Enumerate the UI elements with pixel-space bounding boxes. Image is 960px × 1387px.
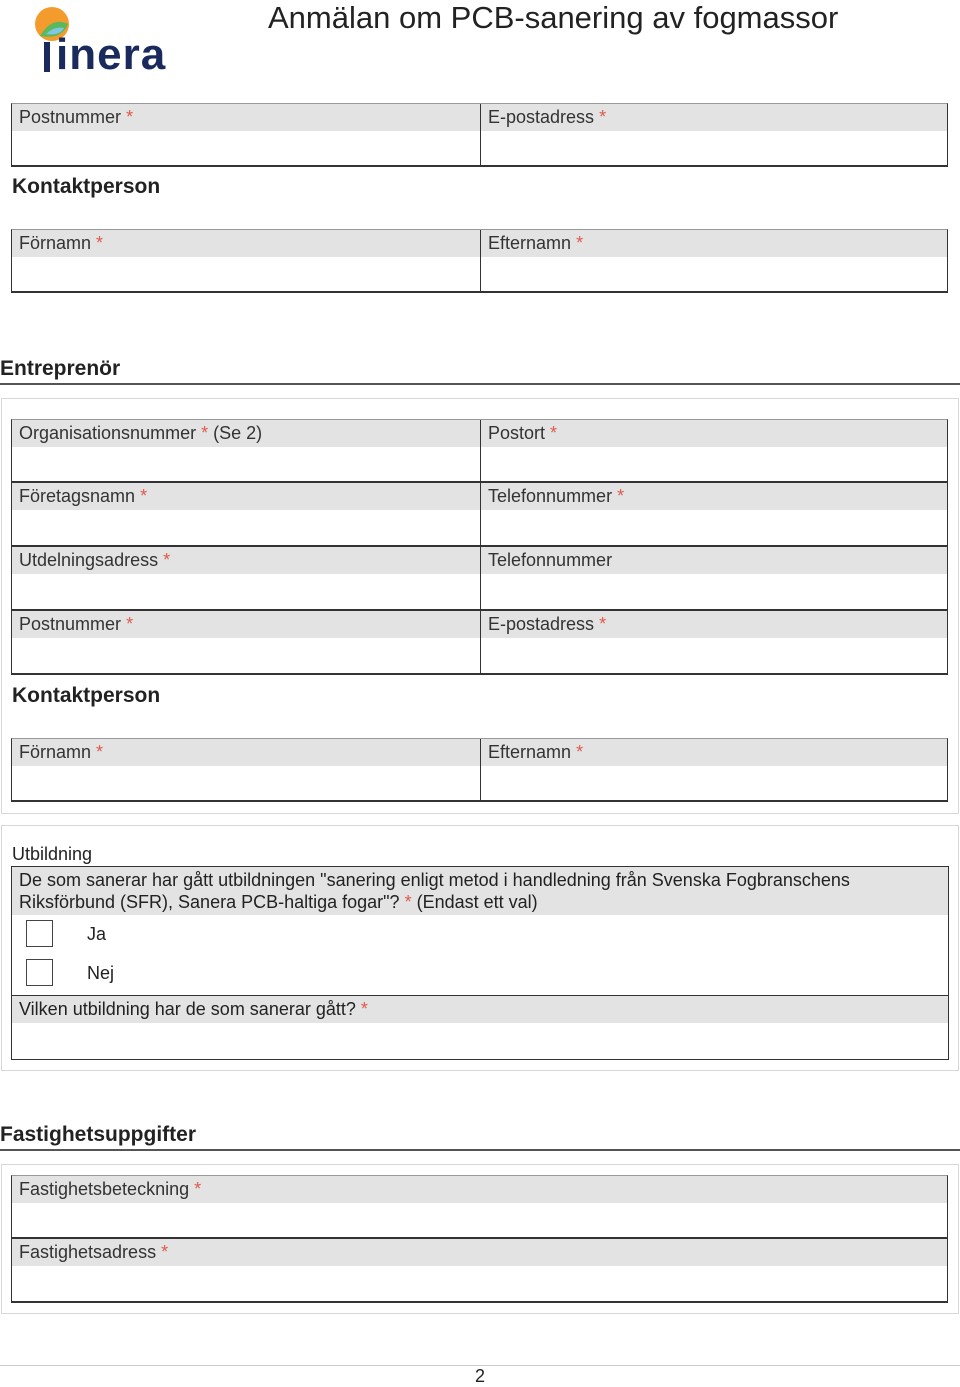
fastighetsadress-row: Fastighetsadress * (11, 1239, 948, 1303)
first-name-input-2[interactable] (12, 766, 480, 800)
fastighetsadress-input[interactable] (12, 1266, 947, 1301)
postort-input[interactable] (481, 447, 947, 481)
document-title: Anmälan om PCB-sanering av fogmassor (268, 0, 839, 35)
address-input[interactable] (12, 574, 480, 609)
training-type-label: Vilken utbildning har de som sanerar gått? * (12, 996, 948, 1023)
fastighetsbeteckning-row: Fastighetsbeteckning * (11, 1175, 948, 1239)
company-name-input[interactable] (12, 510, 480, 545)
phone-input[interactable] (481, 510, 947, 545)
field-label: Förnamn * (12, 230, 480, 257)
training-question: De som sanerar har gått utbildningen "sanering enligt metod i handledning från Svenska Fogbranschens Riksförbund (SFR), Sanera PCB-haltiga fogar"? * (Endast ett val) (12, 867, 948, 915)
logo-text: inera (56, 30, 167, 79)
checkbox-nej[interactable] (26, 959, 53, 986)
inera-logo (32, 4, 167, 79)
email-input-2[interactable] (481, 638, 947, 673)
contact-name-row (11, 229, 948, 293)
fastighetsbeteckning-input[interactable] (12, 1203, 947, 1237)
first-name-input[interactable] (12, 257, 480, 291)
postal-email-row-2: Postnummer * E-postadress * (11, 611, 948, 675)
training-type-box (11, 995, 949, 1060)
last-name-input-2[interactable] (481, 766, 947, 800)
postnummer-input-2[interactable] (12, 638, 480, 673)
contact-heading: Kontaktperson (12, 175, 161, 198)
section-heading-entreprenor: Entreprenör (0, 357, 960, 385)
checkbox-ja[interactable] (26, 920, 53, 947)
option-nej-label: Nej (87, 963, 115, 983)
orgnr-input[interactable] (12, 447, 480, 481)
page-number: 2 (474, 1366, 485, 1386)
orgnr-postort-row: Organisationsnummer * (Se 2) Postort * (11, 419, 948, 483)
email-input[interactable] (481, 131, 947, 165)
utbildning-heading: Utbildning (12, 844, 93, 864)
field-label: E-postadress * (481, 104, 947, 131)
field-label: Efternamn * (481, 230, 947, 257)
contact-name-row-2: Förnamn * Efternamn * (11, 738, 948, 802)
training-question-box (11, 866, 949, 996)
phone2-input[interactable] (481, 574, 947, 609)
postal-email-row (11, 103, 948, 167)
postnummer-input[interactable] (12, 131, 480, 165)
company-phone-row: Företagsnamn * Telefonnummer * (11, 483, 948, 547)
contact-heading-2: Kontaktperson (12, 684, 161, 707)
field-label: Postnummer * (12, 104, 480, 131)
last-name-input[interactable] (481, 257, 947, 291)
address-phone2-row: Utdelningsadress * Telefonnummer (11, 547, 948, 611)
training-type-input[interactable] (12, 1023, 948, 1059)
section-heading-fastighet: Fastighetsuppgifter (0, 1123, 960, 1151)
option-ja-label: Ja (87, 924, 107, 944)
